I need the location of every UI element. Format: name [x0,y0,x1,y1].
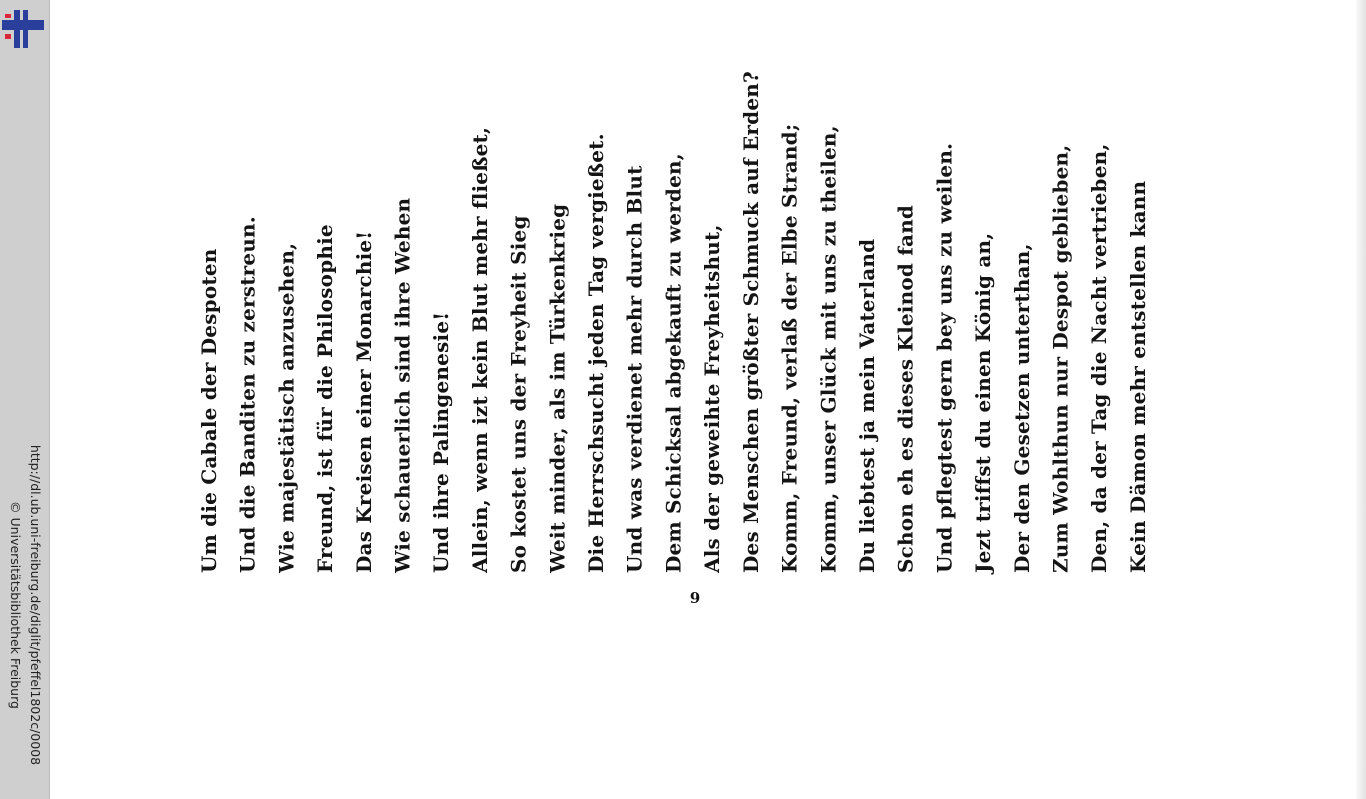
page-number: 6 [689,588,701,606]
poem-line: Als der geweihte Freyheitshut, [700,224,725,573]
poem-line: Des Menschen größter Schmuck auf Erden? [738,71,763,573]
poem-line: Jezt triffst du einen König an, [971,232,996,573]
poem-line: Komm, Freund, verlaß der Elbe Strand; [777,123,802,573]
poem-line: Kein Dämon mehr entstellen kann [1125,180,1150,573]
university-library-logo-icon[interactable] [2,8,44,52]
poem-line: Den, da der Tag die Nacht vertrieben, [1087,143,1112,573]
poem-line: Zum Wohlthun nur Despot geblieben, [1048,144,1073,573]
poem-line: Allein, wenn izt kein Blut mehr fließet, [467,126,492,573]
poem-line: Und die Banditen zu zerstreun. [235,216,260,573]
poem-line: Und pflegtest gern bey uns zu weilen. [932,142,957,573]
page-edge-divider [1356,0,1366,799]
poem-line: Und ihre Palingenesie! [429,311,454,573]
poem-line: Wie schauerlich sind ihre Wehen [390,197,415,573]
poem-text [190,71,1200,573]
poem-line: Um die Cabale der Despoten [197,248,221,573]
viewer-sidebar [0,0,50,799]
source-info [5,445,45,765]
poem-line: Freund, ist für die Philosophie [313,224,338,573]
poem-line: Komm, unser Glück mit uns zu theilen, [816,125,841,573]
poem-line: Weit minder, als im Türkenkrieg [545,203,570,573]
poem-line: Wie majestätisch anzusehen, [274,242,299,573]
poem-line: So kostet uns der Freyheit Sieg [506,215,531,573]
copyright-notice: © Universitätsbibliothek Freiburg [8,501,23,709]
poem-line: Das Kreisen einer Monarchie! [351,230,376,573]
poem-line: Dem Schicksal abgekauft zu werden, [661,153,686,573]
poem-line: Du liebtest ja mein Vaterland [854,238,879,573]
poem-line: Und was verdienet mehr durch Blut [622,165,647,573]
poem-line: Schon eh es dieses Kleinod fand [893,204,918,573]
source-url[interactable]: http://dl.ub.uni-freiburg.de/diglit/pfeffel1802c/0008 [28,444,43,766]
scanned-page [190,71,1200,606]
poem-line: Die Herrschsucht jeden Tag vergießet. [584,133,609,573]
poem-line: Der den Gesetzen unterthan, [1009,243,1034,573]
